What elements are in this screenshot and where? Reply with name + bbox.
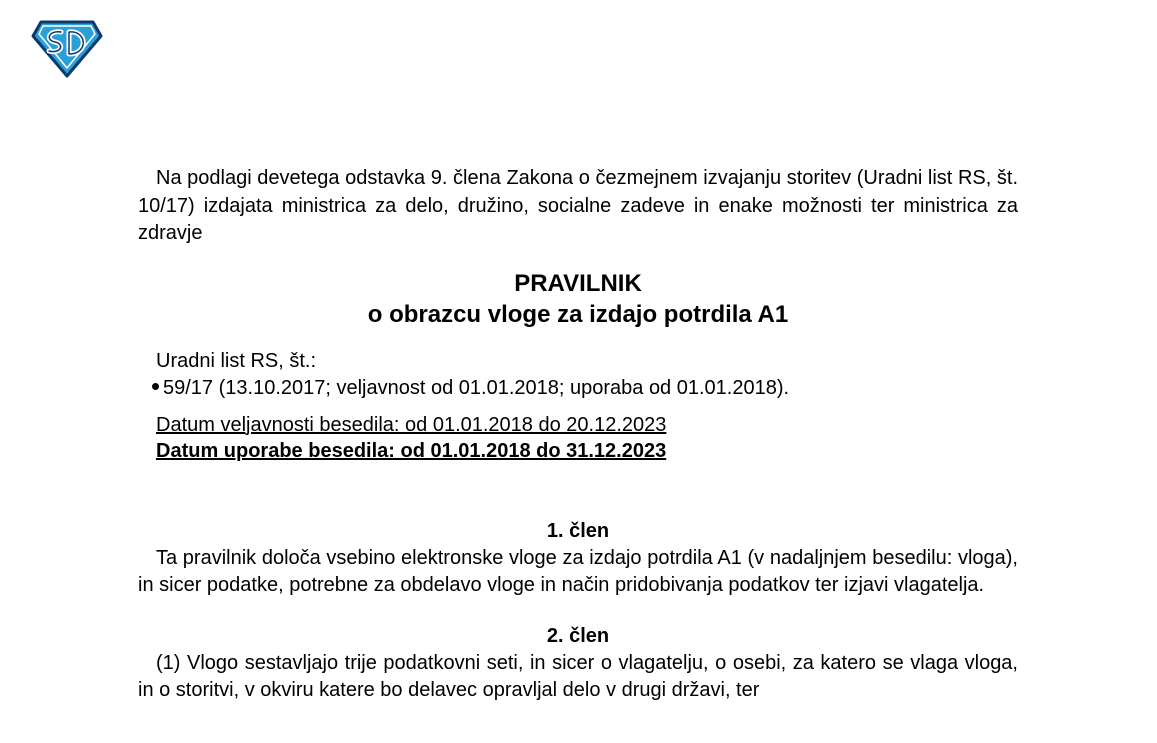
sd-logo: [31, 18, 103, 78]
sd-logo-icon: [31, 18, 103, 78]
gazette-entry[interactable]: [152, 375, 1018, 402]
article-1-text: Ta pravilnik določa vsebino elektronske vloge za izdajo potrdila A1 (v nadaljnjem besedilu: vloga), in sicer podatke, potrebne za obdelavo vloge in način pridobivanja podatkov ter izjavi vlagatelja.: [138, 546, 1018, 596]
gazette-entry-text[interactable]: 59/17 (13.10.2017; veljavnost od 01.01.2018; uporaba od 01.01.2018).: [163, 376, 790, 399]
article-2-text: (1) Vlogo sestavljajo trije podatkovni seti, in sicer o vlagatelju, o osebi, za katero se vlaga vloga, in o storitvi, v okviru katere bo delavec opravljal delo v drugi državi, ter: [138, 651, 1018, 701]
title-block: [138, 268, 1018, 330]
document-title: PRAVILNIK: [514, 269, 642, 297]
text-dates: [138, 412, 1018, 464]
bullet-icon: [152, 383, 159, 390]
document-subtitle: o obrazcu vloge za izdajo potrdila A1: [367, 300, 789, 328]
gazette-reference: [138, 348, 1018, 402]
article-1-heading: 1. člen: [546, 519, 610, 542]
document-page: [138, 165, 1018, 705]
validity-date-link[interactable]: Datum veljavnosti besedila: od 01.01.2018 do 20.12.2023: [156, 413, 667, 436]
gazette-label: Uradni list RS, št.:: [156, 349, 317, 372]
article-2-heading: 2. člen: [546, 624, 610, 647]
application-date-link[interactable]: Datum uporabe besedila: od 01.01.2018 do 31.12.2023: [156, 439, 667, 462]
preamble: Na podlagi devetega odstavka 9. člena Zakona o čezmejnem izvajanju storitev (Uradni list RS, št. 10/17) izdajata ministrica za delo, družino, socialne zadeve in enake možnosti ter ministrica za zdravje: [138, 167, 1018, 244]
